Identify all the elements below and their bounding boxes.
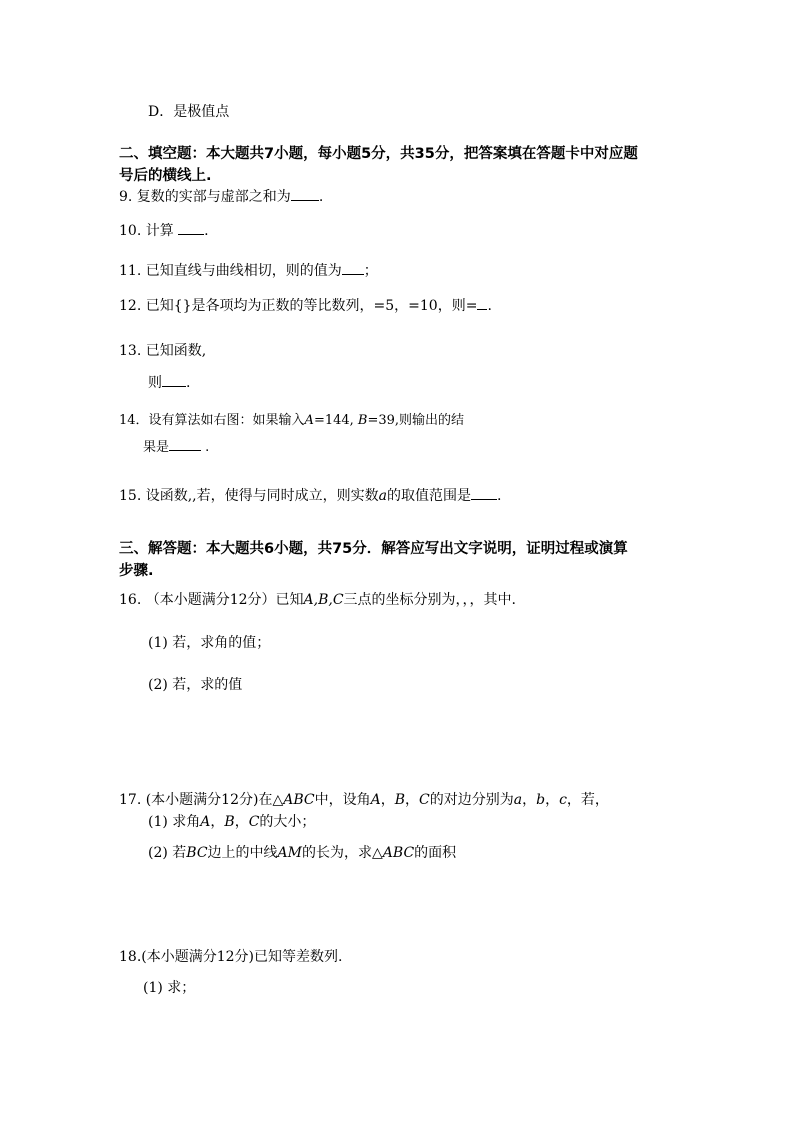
q17-p2-mid2: 的长为，求△: [302, 845, 383, 861]
q15-var-a: a: [378, 488, 387, 504]
q13-end: .: [186, 375, 191, 391]
q17-part-2: [148, 844, 456, 862]
q17-p2-end: 的面积: [414, 845, 457, 861]
q10-text: 10. 计算: [119, 223, 179, 239]
question-13-line2: [148, 374, 190, 392]
q16-points: A,B,C: [303, 592, 344, 608]
question-14: [119, 412, 464, 430]
q14-var-b: B: [357, 413, 368, 428]
q16-part-1: (1) 若，求角的值；: [148, 635, 271, 651]
q17-var-c: c: [559, 792, 567, 808]
q17-var-A: A: [370, 792, 381, 808]
question-9: [119, 188, 323, 206]
section3-heading-line1: 三、解答题：本大题共6小题，共75分．解答应写出文字说明，证明过程或演算: [119, 541, 628, 557]
question-13: 13. 已知函数,: [119, 343, 207, 359]
q17-var-b: b: [536, 792, 546, 808]
q14-pre: 14．设有算法如右图：如果输入: [119, 413, 305, 428]
question-10: [119, 222, 209, 240]
question-12: [119, 297, 492, 315]
q18-part-1: (1) 求；: [143, 980, 196, 996]
q17-mid: 中，设角: [314, 792, 371, 808]
q17-p1-var-B: B: [224, 814, 235, 830]
q11-answer-blank: [342, 262, 364, 275]
section2-heading-line2: 号后的横线上.: [119, 168, 212, 184]
q14-var-a: A: [304, 413, 314, 428]
q13-then: 则: [148, 375, 162, 391]
q15-end: .: [496, 488, 502, 504]
q9-answer-blank: [291, 188, 319, 201]
q9-end: .: [318, 189, 324, 205]
q17-abc: ABC: [283, 792, 315, 808]
q17-var-BC: BC: [186, 845, 208, 861]
q17-p1-pre: (1) 求角: [148, 814, 201, 830]
q14-a-value: =144,: [313, 413, 358, 428]
q17-p1-var-A: A: [200, 814, 211, 830]
q17-end: ，若，: [566, 792, 609, 808]
q15-text2: 的取值范围是: [386, 488, 471, 504]
q17-part-1: (1) 求角A，B，C的大小；: [148, 814, 316, 830]
q17-var-C: C: [419, 792, 430, 808]
q17-post: 的对边分别为: [429, 792, 514, 808]
q17-var-B: B: [394, 792, 406, 808]
question-16: [119, 591, 516, 609]
question-15: [119, 487, 501, 505]
q10-end: .: [204, 223, 209, 239]
q14-b-value: =39,则输出的结: [367, 413, 465, 428]
q17-var-AM: AM: [277, 845, 302, 861]
q17-p2-pre: (2) 若: [148, 845, 187, 861]
question-14-line2: [143, 438, 209, 457]
question-17: 17. (本小题满分12分)在△ABC中，设角A，B，C的对边分别为a，b，c，若，: [119, 792, 609, 808]
q10-answer-blank: [178, 222, 204, 235]
q11-text: 11. 已知直线与曲线相切，则的值为: [119, 263, 342, 279]
q8-option-d: D．是极值点: [148, 104, 230, 120]
q15-text: 15. 设函数,,若，使得与同时成立，则实数: [119, 488, 379, 504]
q15-answer-blank: [471, 487, 497, 500]
question-18: 18.(本小题满分12分)已知等差数列.: [119, 949, 343, 965]
section2-heading-line1: 二、填空题：本大题共7小题，每小题5分，共35分，把答案填在答题卡中对应题: [119, 146, 638, 162]
q16-part-2: (2) 若，求的值: [148, 677, 243, 693]
q14-end: .: [201, 440, 210, 455]
q12-end: .: [487, 298, 492, 314]
q17-p2-abc: ABC: [382, 845, 415, 861]
q17-p1-var-C: C: [248, 814, 260, 830]
question-11: [119, 262, 378, 280]
q17-p1-post: 的大小；: [259, 814, 316, 830]
q17-pre: 17. (本小题满分12分)在△: [119, 792, 284, 808]
q14-answer-blank: [169, 438, 201, 451]
q17-p2-mid: 边上的中线: [207, 845, 278, 861]
q16-pre: 16. （本小题满分12分）已知: [119, 592, 304, 608]
q12-text: 12. 已知{}是各项均为正数的等比数列，=5，=10，则=: [119, 298, 478, 314]
q12-answer-blank: [477, 297, 487, 310]
section3-heading-line2: 步骤.: [119, 563, 154, 579]
q14-result: 果是: [143, 440, 170, 455]
q16-post: 三点的坐标分别为，，，其中.: [343, 592, 516, 608]
q11-end: ；: [363, 263, 378, 279]
q13-answer-blank: [162, 374, 186, 387]
q17-var-a: a: [513, 792, 523, 808]
q9-text: 9. 复数的实部与虚部之和为: [119, 189, 291, 205]
